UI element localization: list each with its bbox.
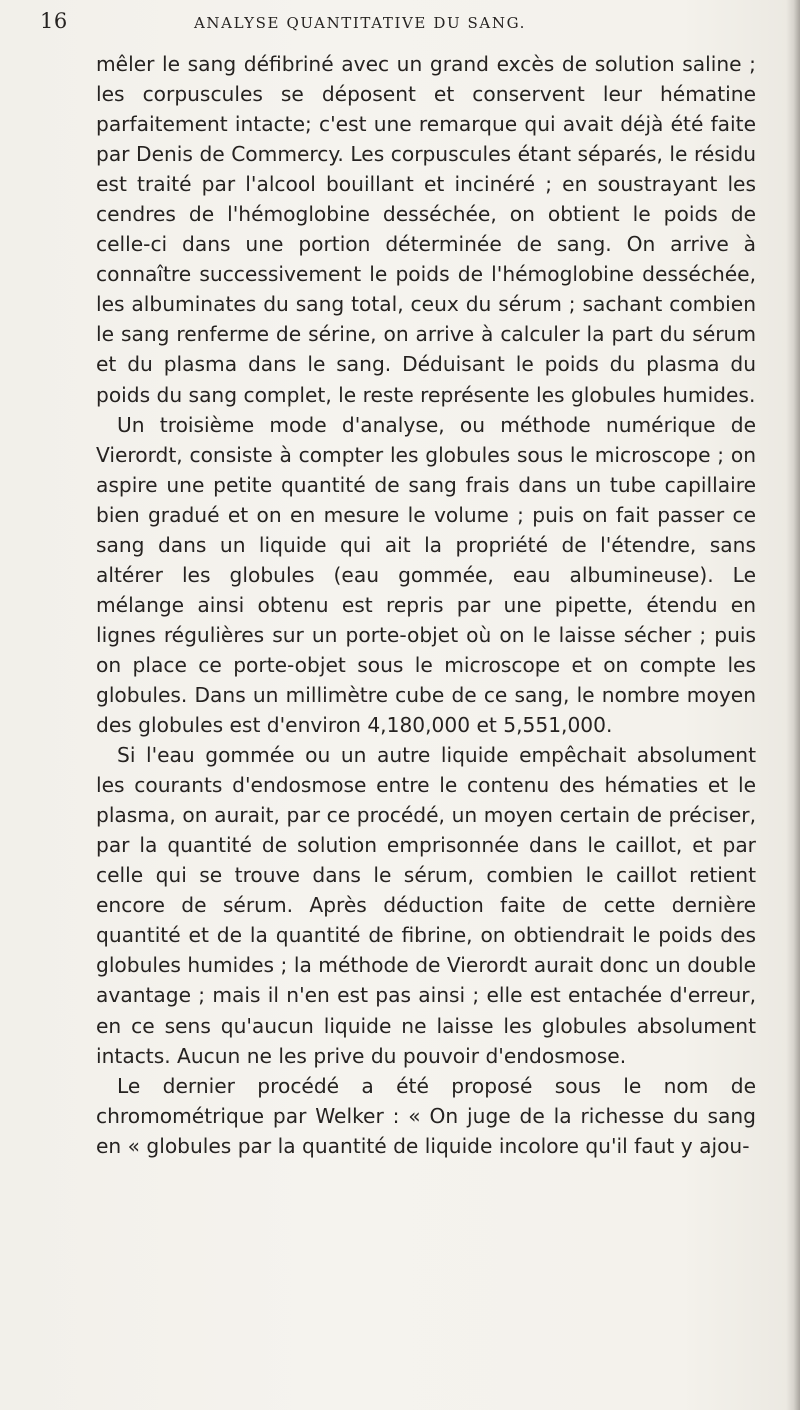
body-text: [96, 49, 756, 1161]
page-number: 16: [40, 9, 68, 33]
page-header: [40, 6, 680, 40]
running-title: ANALYSE QUANTITATIVE DU SANG.: [193, 14, 526, 32]
paragraph-chromometric: Le dernier procédé a été proposé sous le nom de chromométrique par Welker : « On juge de la richesse du sang en « globules par la quantité de liquide incolore qu'il faut y ajou-: [96, 1073, 756, 1158]
paragraph-vierordt-method: Un troisième mode d'analyse, ou méthode numérique de Vierordt, consiste à compter les globules sous le microscope ; on aspire une petite quantité de sang frais dans un tube capillaire bien gradué et on en mesure le volume ; puis on fait passer ce sang dans un liquide qui ait la propriété de l'étendre, sans altérer les globules (eau gommée, eau albumineuse). Le mélange ainsi obtenu est repris par une pipette, étendu en lignes régulières sur un porte-objet où on le laisse sécher ; puis on place ce porte-objet sous le microscope et on compte les globules. Dans un millimètre cube de ce sang, le nombre moyen des globules est d'environ 4,180,000 et 5,551,000.: [96, 412, 756, 738]
paragraph-continuation: mêler le sang défibriné avec un grand excès de solution saline ; les corpuscules se déposent et conservent leur hématine parfaitement intacte; c'est une remarque qui avait déjà été faite par Denis de Commercy. Les corpuscules étant séparés, le résidu est traité par l'alcool bouillant et incinéré ; en soustrayant les cendres de l'hémoglobine desséchée, on obtient le poids de celle-ci dans une portion déterminée de sang. On arrive à connaître successivement le poids de l'hémoglobine desséchée, les albuminates du sang total, ceux du sérum ; sachant combien le sang renferme de sérine, on arrive à calculer la part du sérum et du plasma dans le sang. Déduisant le poids du plasma du poids du sang complet, le reste représente les globules humides.: [96, 52, 756, 407]
page-edge-shadow: [786, 0, 800, 1410]
paragraph-gum-water: Si l'eau gommée ou un autre liquide empêchait absolument les courants d'endosmose entre le contenu des hématies et le plasma, on aurait, par ce procédé, un moyen certain de préciser, par la quantité de solution emprisonnée dans le caillot, et par celle qui se trouve dans le sérum, combien le caillot retient encore de sérum. Après déduction faite de cette dernière quantité et de la quantité de fibrine, on obtiendrait le poids des globules humides ; la méthode de Vierordt aurait donc un double avantage ; mais il n'en est pas ainsi ; elle est entachée d'erreur, en ce sens qu'aucun liquide ne laisse les globules absolument intacts. Aucun ne les prive du pouvoir d'endosmose.: [96, 743, 756, 1068]
